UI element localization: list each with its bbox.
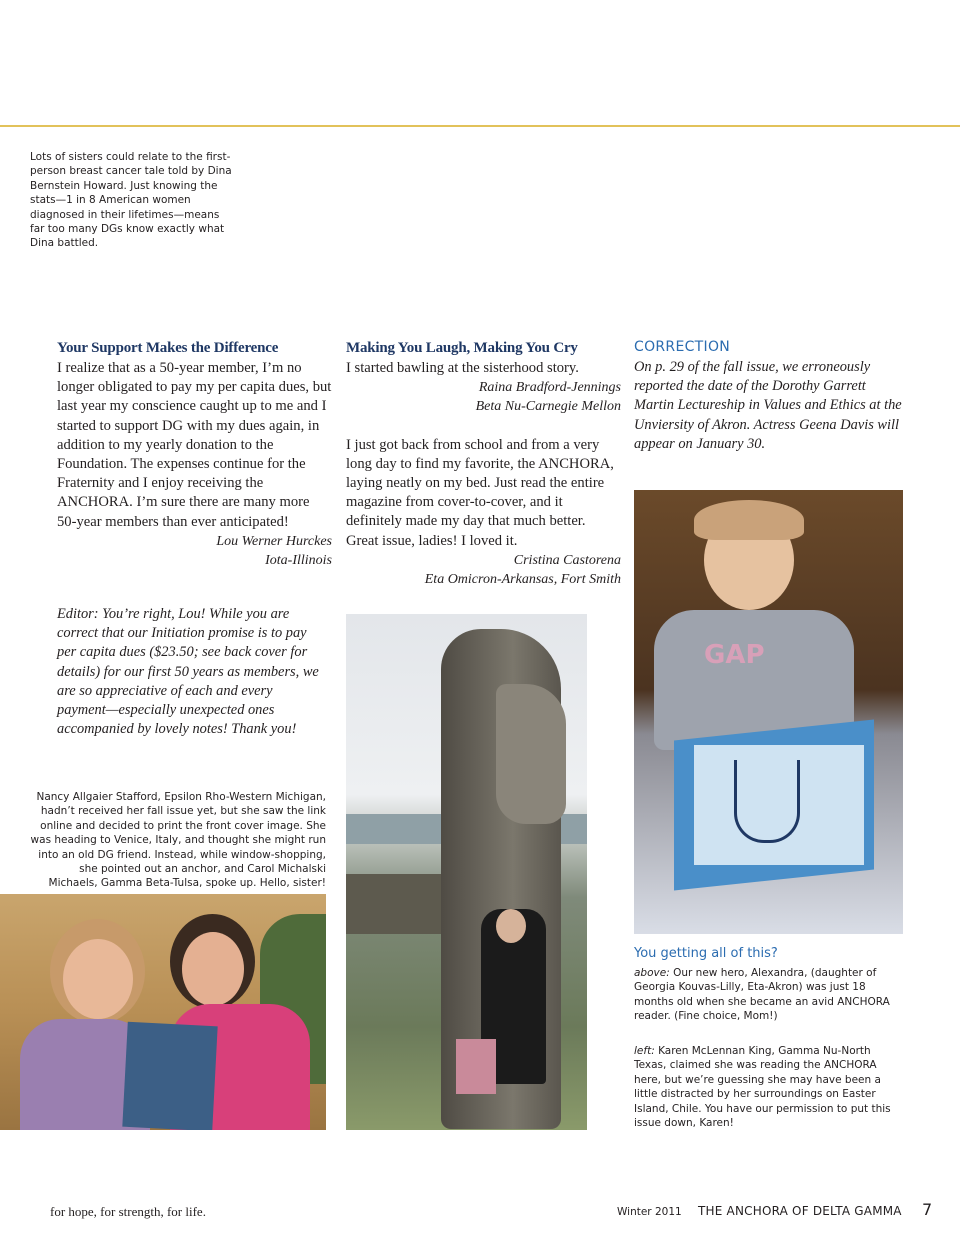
correction-box [634,338,904,454]
letter-title: Your Support Makes the Difference [57,340,279,356]
correction-heading: CORRECTION [634,339,731,355]
correction-text: On p. 29 of the fall issue, we erroneously reported the date of the Dorothy Garrett Martin Lectureship in Values and Ethics at the Unviersity of Akron. Actress Geena Davis will appear on January 30. [634,359,902,452]
letter-signature-name: Lou Werner Hurckes [216,533,332,549]
letter-signature-chapter: Iota-Illinois [265,553,332,569]
caption-text: Karen McLennan King, Gamma Nu-North Texas, claimed she was reading the ANCHORA here, but we’re guessing she may have been a little distracted by her surroundings on Easter Island, Chile. You have our permission to put this issue down, Karen! [634,1045,891,1130]
photo-toddler-reading: GAP [634,490,903,934]
caption-above [634,966,904,1024]
letter-body: I realize that as a 50-year member, I’m no longer obligated to pay my per capita dues, but last year my conscience caught up to me and I started to support DG with my dues again, in addition to my yearly donation to the Foundation. The expenses continue for the Fraternity and I enjoy receiving the ANCHORA. I’m sure there are many more 50-year members than ever anticipated! [57,360,332,530]
letter-column-1 [57,339,332,570]
caption-left [634,1044,904,1130]
sidebar-title: You getting all of this? [634,946,778,961]
letter-column-2 [346,339,621,589]
footer-issue-date: Winter 2011 [617,1206,682,1218]
caption-label: left: [634,1045,655,1057]
page-number: 7 [922,1200,933,1219]
caption-label: above: [634,967,670,979]
photo-easter-island-moai [346,614,587,1130]
photo-caption-sisters: Nancy Allgaier Stafford, Epsilon Rho-Western Michigan, hadn’t received her fall issue yet, but she saw the link online and decided to print the front cover image. She was heading to Venice, Italy, and thought she might run into an old DG friend. Instead, while window-shopping, she pointed out an anchor, and Carol Michalski Michaels, Gamma Beta-Tulsa, spoke up. Hello, sister! [30,791,326,890]
caption-text: Our new hero, Alexandra, (daughter of Georgia Kouvas-Lilly, Eta-Akron) was just 18 months old when she became an avid ANCHORA reader. (Fine choice, Mom!) [634,967,890,1023]
letter-signature-chapter: Beta Nu-Carnegie Mellon [475,399,621,415]
letter-body: I started bawling at the sisterhood story. [346,360,579,376]
editor-note: Editor: You’re right, Lou! While you are correct that our Initiation promise is to pay per capita dues ($23.50; see back cover for details) for our first 50 years as members, we are so appreciative of each and every payment—especially unexpected ones accompanied by lovely notes! Thank you! [57,606,319,738]
letter-body: I just got back from school and from a very long day to find my favorite, the ANCHORA, laying neatly on my bed. Just read the entire magazine from cover-to-cover, and it definitely made my day that much better. Great issue, ladies! I loved it. [346,436,614,549]
footer-tagline: for hope, for strength, for life. [50,1204,206,1219]
letter-signature-name: Raina Bradford-Jennings [478,380,621,396]
letter-signature-chapter: Eta Omicron-Arkansas, Fort Smith [424,572,621,588]
letter-title: Making You Laugh, Making You Cry [346,340,578,356]
intro-caption: Lots of sisters could relate to the first-person breast cancer tale told by Dina Bernstein Howard. Just knowing the stats—1 in 8 American women diagnosed in their lifetimes—means far too many DGs know exactly what Dina battled. [30,151,232,250]
photo-two-sisters [0,894,326,1130]
letter-signature-name: Cristina Castorena [513,552,621,568]
footer-magazine-title: THE ANCHORA OF DELTA GAMMA [698,1204,902,1218]
header-rule [0,125,960,127]
